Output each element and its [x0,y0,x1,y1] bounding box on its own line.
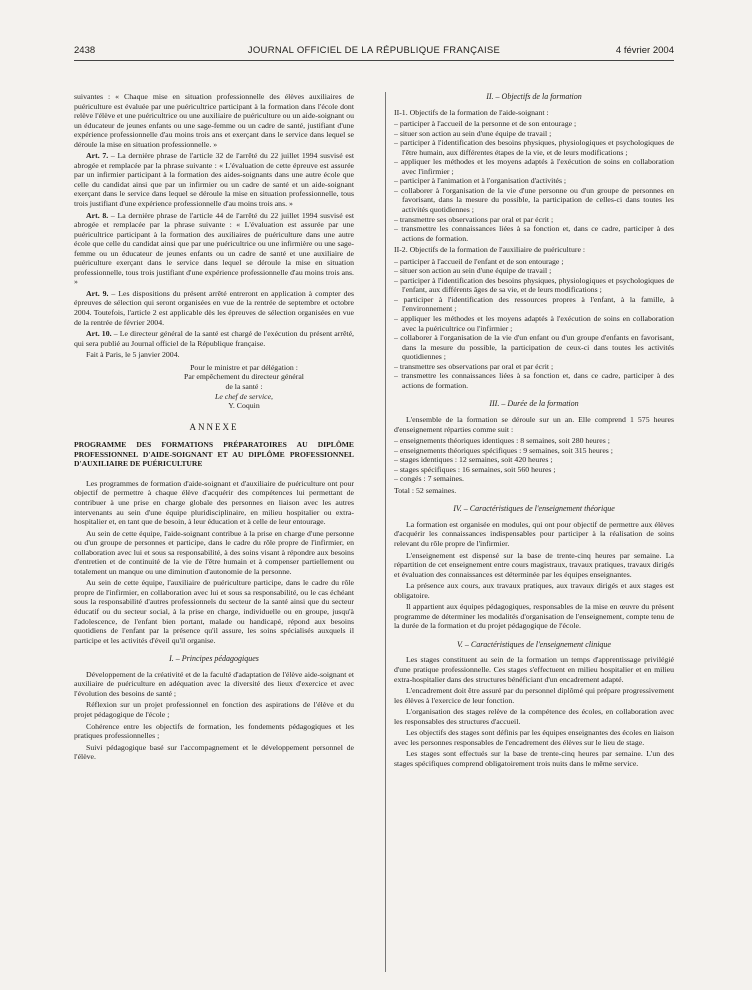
theory-paragraph-1: La formation est organisée en modules, qui ont pour objectif de permettre aux élèves d'acquérir les connaissances indispensables pour participer à la réalisation de soins relevant du rôle propre de l'infirmier. [394,519,674,548]
article-9-text: – Les dispositions du présent arrêté entreront en application à compter des épreuves de sélection qui seront organisées en vue de la rentrée de septembre et octobre 2004. Toutefois, l'article 2 est applicable dès les épreuves de sélection organisées en vue de la rentrée de février 2004. [74,288,354,327]
right-column [394,92,674,972]
signature-line-1: Pour le ministre et par délégation : [190,362,298,372]
objectives-aide-soignant-heading: II-1. Objectifs de la formation de l'aide-soignant : [394,107,549,117]
journal-title: JOURNAL OFFICIEL DE LA RÉPUBLIQUE FRANÇAISE [247,45,501,56]
left-column [74,92,354,972]
list-item: – enseignements théoriques spécifiques : 9 semaines, soit 315 heures ; [394,446,674,456]
annexe-heading: ANNEXE [189,421,239,432]
list-item: – participer à l'animation et à l'organisation d'activités ; [394,176,674,186]
list-item: – stages spécifiques : 16 semaines, soit 560 heures ; [394,465,674,475]
article-10-text: – Le directeur général de la santé est chargé de l'exécution du présent arrêté, qui sera publié au Journal officiel de la République française. [74,329,354,348]
signature-line-5: Y. Coquin [228,401,260,411]
signature-line-3: de la santé : [225,381,263,391]
clinical-paragraph-5: Les stages sont effectués sur la base de trente-cinq heures par semaine. L'un des stages spécifiques comprend obligatoirement trois nuits dans le même service. [394,749,674,768]
theory-paragraph-2: L'enseignement est dispensé sur la base de trente-cinq heures par semaine. La répartition de cet enseignement entre cours magistraux, travaux pratiques, travaux dirigés et évaluation des connaissances est déterminée par les équipes enseignantes. [394,550,674,579]
list-item: – situer son action au sein d'une équipe de travail ; [394,129,674,139]
list-item: – congés : 7 semaines. [394,474,674,484]
article-8-label: Art. 8. [86,210,109,220]
list-item: – transmettre les connaissances liées à sa fonction et, dans ce cadre, participer à des actions de formation. [394,371,674,390]
article-7-text: – La dernière phrase de l'article 32 de l'arrêté du 22 juillet 1994 susvisé est abrogée et remplacée par la phrase suivante : « L'évaluation de cette épreuve est assurée par un infirmier participant à la formation des aides-soignants dans une autre école que celle du candidat ainsi que par un infirmier ou un cadre de santé et un aide-soignant exerçant dans le service dans lequel se déroule la mise en situation professionnelle, tous trois justifiant d'une expérience professionnelle d'au moins trois ans. » [74,151,354,209]
article-8 [74,211,354,287]
list-item: – appliquer les méthodes et les moyens adaptés à l'exécution de soins en collaboration avec l'infirmier ; [394,157,674,176]
header-rule [74,60,674,61]
issue-date: 4 février 2004 [615,45,674,56]
page-number: 2438 [74,45,96,56]
principle-4: Suivi pédagogique basé sur l'accompagnement et le développement personnel de l'élève. [74,742,354,762]
list-item: – collaborer à l'organisation de la vie d'un enfant ou d'un groupe d'enfants en favorisant, dans la mesure du possible, la participation de ceux-ci dans toutes les activités quotidiennes ; [394,333,674,362]
page-header [74,44,674,58]
section-iii-heading: III. – Durée de la formation [489,399,579,409]
list-item: – enseignements théoriques identiques : 8 semaines, soit 280 heures ; [394,436,674,446]
theory-paragraph-3: La présence aux cours, aux travaux pratiques, aux travaux dirigés et aux stages est obligatoire. [394,581,674,600]
clinical-paragraph-2: L'encadrement doit être assuré par du personnel diplômé qui prépare progressivement les élèves à l'exercice de leur fonction. [394,686,674,705]
section-iv-heading: IV. – Caractéristiques de l'enseignement théorique [453,504,615,514]
annexe-paragraph-3: Au sein de cette équipe, l'auxiliaire de puériculture participe, dans le cadre du rôle propre de l'infirmier, en collaboration avec lui et sous sa responsabilité, ou le cas échéant sous la responsabilité d'autres professionnels du secteur de la santé ainsi que du secteur éducatif ou du secteur social, à la prise en charge, individuelle ou en groupe, jusqu'à l'adolescence, de l'enfant bien portant, malade ou handicapé, répond aux besoins quotidiens de l'enfant par la présence qu'il assure, les soins spécialisés auxquels il participe et les activités d'éveil qu'il organise. [74,578,354,645]
principle-3: Cohérence entre les objectifs de formation, les fondements pédagogiques et les pratiques professionnelles ; [74,721,354,741]
signature-block [134,363,354,411]
duration-total: Total : 52 semaines. [394,485,457,495]
list-item: – situer son action au sein d'une équipe de travail ; [394,266,674,276]
objectives-puericulture-heading: II-2. Objectifs de la formation de l'auxiliaire de puériculture : [394,245,586,255]
list-item: – participer à l'accueil de la personne et de son entourage ; [394,119,674,129]
article-9 [74,289,354,327]
article-10 [74,329,354,348]
principle-1: Développement de la créativité et de la faculté d'adaptation de l'élève aide-soignant et auxiliaire de puériculture en adéquation avec la diversité des lieux d'exercice et avec l'évolution des besoins de santé ; [74,669,354,698]
article-7 [74,151,354,208]
annexe-paragraph-2: Au sein de cette équipe, l'aide-soignant contribue à la prise en charge d'une personne ou d'un groupe de personnes et participe, dans le cadre du rôle propre de l'infirmier, en collaboration avec lui et sous sa responsabilité, à des soins visant à répondre aux besoins d'entretien et de continuité de la vie de l'être humain et à compenser partiellement ou totalement un manque ou une diminution d'autonomie de la personne. [74,528,354,576]
clinical-paragraph-1: Les stages constituent au sein de la formation un temps d'apprentissage privilégié d'une pratique professionnelle. Ces stages s'effectuent en milieu hospitalier et en milieu extra-hospitalier dans des structures bénéficiant d'un encadrement adapté. [394,655,674,684]
annexe-paragraph-1: Les programmes de formation d'aide-soignant et d'auxiliaire de puériculture ont pour objectif de permettre à chaque élève d'acquérir des compétences lui permettant de contribuer à une prise en charge globale des personnes en liaison avec les autres intervenants au sein d'une équipe pluridisciplinaire, en milieu hospitalier ou extra-hospitalier et, en tant que de besoin, à leur éducation et à celle de leur entourage. [74,478,354,527]
list-item: – stages identiques : 12 semaines, soit 420 heures ; [394,455,674,465]
list-item: – participer à l'identification des ressources propres à l'enfant, à la famille, à l'environnement ; [394,295,674,314]
signature-line-2: Par empêchement du directeur général [184,372,304,382]
list-item: – collaborer à l'organisation de la vie d'une personne ou d'un groupe de personnes en favorisant, dans la mesure du possible, la participation de celles-ci dans toutes les activités quotidiennes ; [394,186,674,215]
article-9-label: Art. 9. [86,288,109,298]
principle-2: Réflexion sur un projet professionnel en fonction des aspirations de l'élève et du projet pédagogique de l'école ; [74,700,354,719]
continued-paragraph: suivantes : « Chaque mise en situation professionnelle des élèves auxiliaires de puériculture est évaluée par une puéricultrice participant à la formation dans l'école dont relève l'élève et une puéricultrice ou une auxiliaire de puériculture ou un aide-soignant ou un éducateur de jeunes enfants ou une sage-femme ou un cadre de santé, justifiant d'une expérience professionnelle d'au moins trois ans et exerçant dans le service dans lequel se déroule la mise en situation professionnelle. » [74,92,354,149]
list-item: – appliquer les méthodes et les moyens adaptés à l'exécution de soins en collaboration avec la puéricultrice ou l'infirmier ; [394,314,674,333]
duration-intro: L'ensemble de la formation se déroule sur un an. Elle comprend 1 575 heures d'enseignement réparties comme suit : [394,414,674,434]
article-10-label: Art. 10. [86,329,112,339]
programme-title: PROGRAMME DES FORMATIONS PRÉPARATOIRES AU DIPLÔME PROFESSIONNEL D'AIDE-SOIGNANT ET AU DIPLÔME PROFESSIONNEL D'AUXILIAIRE DE PUÉRICULTURE [74,440,354,469]
column-divider [385,92,386,972]
theory-paragraph-4: Il appartient aux équipes pédagogiques, responsables de la mise en œuvre du présent programme de déterminer les modalités d'organisation de l'enseignement, compte tenu de la durée de la formation et du projet pédagogique de l'école. [394,602,674,631]
section-v-heading: V. – Caractéristiques de l'enseignement clinique [457,639,611,649]
list-item: – participer à l'identification des besoins physiques, physiologiques et psychologiques de l'enfant, aux différents âges de sa vie, et de leurs modifications ; [394,276,674,295]
list-item: – participer à l'accueil de l'enfant et de son entourage ; [394,257,674,267]
section-i-heading: I. – Principes pédagogiques [169,654,259,664]
objectives-puericulture-list [394,257,674,391]
duration-list [394,436,674,484]
article-7-label: Art. 7. [86,151,109,161]
clinical-paragraph-3: L'organisation des stages relève de la compétence des écoles, en collaboration avec les responsables des structures d'accueil. [394,707,674,726]
clinical-paragraph-4: Les objectifs des stages sont définis par les équipes enseignantes des écoles en liaison avec les personnes responsables de l'encadrement des élèves sur le lieu de stage. [394,728,674,747]
signature-place-date: Fait à Paris, le 5 janvier 2004. [86,350,180,360]
list-item: – transmettre ses observations par oral et par écrit ; [394,362,674,372]
signature-line-4: Le chef de service, [214,391,274,401]
article-8-text: – La dernière phrase de l'article 44 de l'arrêté du 22 juillet 1994 susvisé est abrogée et remplacée par la phrase suivante : « L'évaluation est assurée par une puéricultrice participant à la formation des auxiliaires de puériculture dans une autre école que celle du candidat ainsi que par une puéricultrice ou une infirmière ou une sage-femme ou un éducateur de jeunes enfants ou un cadre de santé et une auxiliaire de puériculture exerçant dans le service dans lequel se déroule la mise en situation professionnelle, tous trois justifiant d'une expérience professionnelle d'au moins trois ans. » [74,210,354,287]
list-item: – participer à l'identification des besoins physiques, physiologiques et psychologiques de l'être humain, aux différentes étapes de la vie, et de leurs modifications ; [394,138,674,157]
list-item: – transmettre les connaissances liées à sa fonction et, dans ce cadre, participer à des actions de formation. [394,224,674,243]
list-item: – transmettre ses observations par oral et par écrit ; [394,215,674,225]
objectives-aide-soignant-list [394,119,674,243]
section-ii-heading: II. – Objectifs de la formation [486,92,582,101]
